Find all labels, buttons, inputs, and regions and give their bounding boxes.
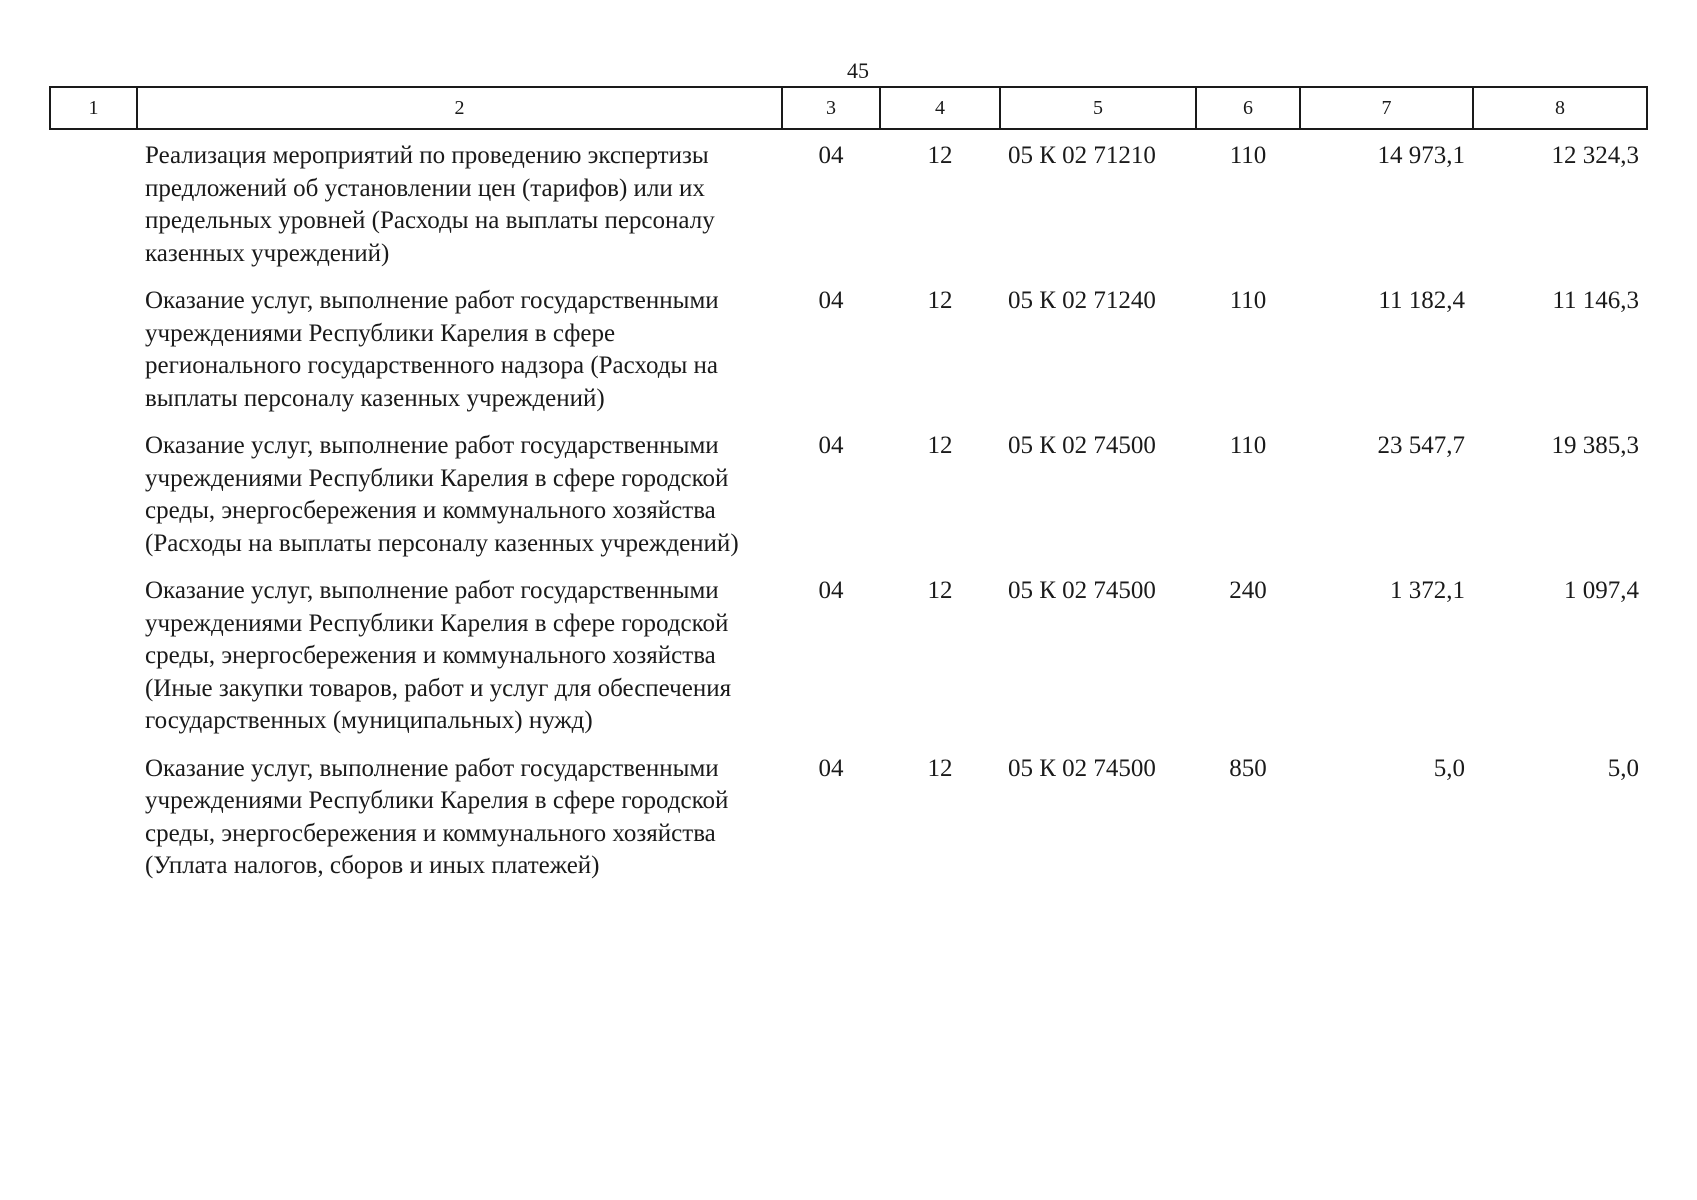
row-expense-type: 110 [1229,287,1267,314]
row-amount-2: 12 324,3 [1551,142,1639,169]
row-amount-1: 23 547,7 [1377,432,1465,459]
row-amount-2: 19 385,3 [1551,432,1639,459]
table-row [50,285,1647,430]
page-number: 45 [847,58,869,83]
row-subsection: 12 [927,754,953,782]
row-number [50,129,137,285]
row-expense-type: 110 [1229,432,1267,459]
row-amount-1: 1 372,1 [1390,577,1465,604]
budget-table [49,86,1648,898]
row-subsection: 12 [927,577,953,604]
row-target-item: 05 К 02 71240 [1008,287,1156,314]
row-subsection: 12 [927,287,953,314]
column-header-1: 1 [50,87,137,129]
row-section: 04 [818,287,844,314]
table-row [50,430,1647,575]
row-amount-1: 14 973,1 [1377,142,1465,169]
row-number [50,430,137,575]
row-amount-1: 5,0 [1433,754,1465,782]
table-row [50,753,1647,898]
row-section: 04 [818,432,844,459]
column-header-7: 7 [1300,87,1473,129]
row-number [50,575,137,753]
table-row [50,129,1647,285]
row-description: Реализация мероприятий по проведению экспертизы предложений об установлении цен (тарифов) или их предельных уровней (Расходы на выплаты персоналу казенных учреждений) [145,142,715,267]
row-target-item: 05 К 02 74500 [1008,754,1156,782]
column-header-8: 8 [1473,87,1647,129]
row-amount-1: 11 182,4 [1378,287,1465,314]
column-header-6: 6 [1196,87,1300,129]
row-subsection: 12 [927,142,953,169]
column-header-3: 3 [782,87,880,129]
row-target-item: 05 К 02 71210 [1008,142,1156,169]
row-amount-2: 1 097,4 [1564,577,1639,604]
row-number [50,285,137,430]
row-description: Оказание услуг, выполнение работ государственными учреждениями Республики Карелия в сфере городской среды, энергосбережения и коммунального хозяйства (Расходы на выплаты персоналу казенных учреждений) [145,432,739,557]
row-description: Оказание услуг, выполнение работ государственными учреждениями Республики Карелия в сфере регионального государственного надзора (Расходы на выплаты персоналу казенных учреждений) [145,287,719,412]
column-header-5: 5 [1000,87,1196,129]
row-section: 04 [818,142,844,169]
row-expense-type: 110 [1229,142,1267,169]
row-subsection: 12 [927,432,953,459]
row-section: 04 [818,754,844,782]
row-description: Оказание услуг, выполнение работ государственными учреждениями Республики Карелия в сфере городской среды, энергосбережения и коммунального хозяйства (Уплата налогов, сборов и иных платежей) [145,754,729,879]
column-header-4: 4 [880,87,1000,129]
row-number [50,753,137,898]
row-target-item: 05 К 02 74500 [1008,577,1156,604]
row-amount-2: 5,0 [1607,754,1639,782]
row-target-item: 05 К 02 74500 [1008,432,1156,459]
row-expense-type: 850 [1229,754,1267,782]
table-row [50,575,1647,753]
column-header-2: 2 [137,87,782,129]
row-section: 04 [818,577,844,604]
row-amount-2: 11 146,3 [1552,287,1639,314]
row-expense-type: 240 [1229,577,1267,604]
header-row [50,87,1647,129]
row-description: Оказание услуг, выполнение работ государственными учреждениями Республики Карелия в сфере городской среды, энергосбережения и коммунального хозяйства (Иные закупки товаров, работ и услуг для обеспечения государственных (муниципальных) нужд) [145,577,732,734]
